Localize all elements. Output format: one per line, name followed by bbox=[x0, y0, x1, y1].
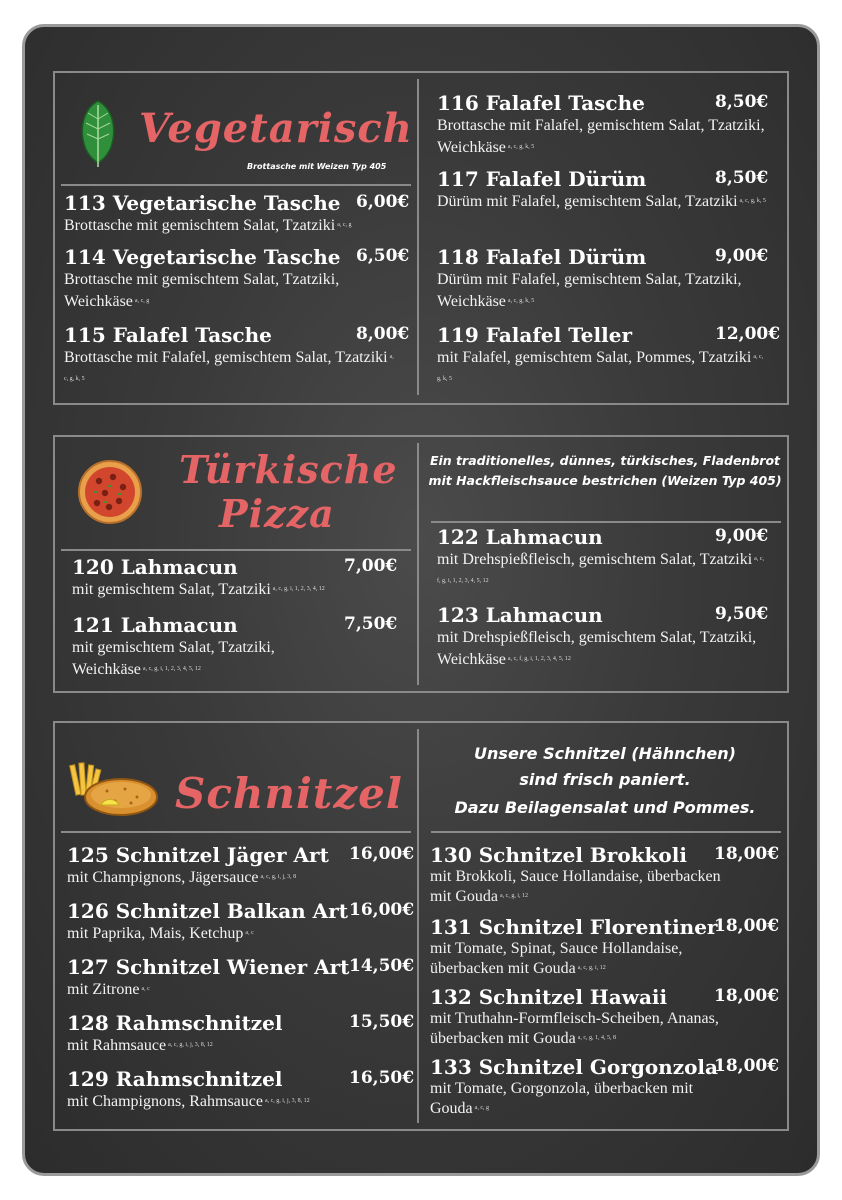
menu-item-title: 133 Schnitzel Gorgonzola bbox=[430, 1055, 718, 1079]
menu-item-description-text: mit Brokkoli, Sauce Hollandaise, überbacken mit Gouda bbox=[430, 868, 721, 905]
menu-item-allergens: a, c, f, g, i, 1, 2, 3, 4, 5, 12 bbox=[437, 556, 764, 584]
menu-item-description-text: mit Champignons, Jägersauce bbox=[67, 869, 259, 886]
menu-item bbox=[437, 245, 782, 313]
menu-item-description bbox=[430, 867, 730, 907]
menu-item-allergens: a, c, g, i, 1, 2, 3, 4, 5, 12 bbox=[142, 666, 201, 672]
menu-item-price: 9,50€ bbox=[715, 604, 769, 624]
schnitzel-note-line2: sind frisch paniert. bbox=[519, 770, 691, 789]
menu-item-allergens: a, c, g, k, 5 bbox=[437, 354, 764, 382]
menu-item bbox=[437, 91, 782, 159]
menu-item-title: 123 Lahmacun bbox=[437, 603, 603, 627]
menu-item-description bbox=[64, 269, 399, 313]
vegetarisch-heading-rule bbox=[61, 184, 411, 186]
menu-item-title: 132 Schnitzel Hawaii bbox=[430, 985, 668, 1009]
menu-item bbox=[64, 323, 414, 391]
menu-item-description bbox=[430, 939, 730, 979]
menu-item-description bbox=[72, 637, 352, 681]
menu-item-allergens: a, c, g, k, 5 bbox=[507, 298, 535, 304]
menu-item-price: 16,00€ bbox=[349, 844, 415, 864]
schnitzel-note-rule bbox=[431, 831, 781, 833]
schnitzel-heading-rule bbox=[61, 831, 411, 833]
schnitzel-note-line3: Dazu Beilagensalat und Pommes. bbox=[454, 798, 756, 817]
menu-item-description bbox=[437, 347, 767, 391]
menu-item-title: 117 Falafel Dürüm bbox=[437, 167, 647, 191]
menu-item-title: 129 Rahmschnitzel bbox=[67, 1067, 283, 1091]
pizza-divider bbox=[417, 443, 419, 685]
menu-item-price: 15,50€ bbox=[349, 1012, 415, 1032]
vegetarisch-heading: Vegetarisch bbox=[139, 105, 413, 152]
menu-item-price: 8,50€ bbox=[715, 92, 769, 112]
menu-item bbox=[430, 915, 780, 979]
menu-item-price: 14,50€ bbox=[349, 956, 415, 976]
menu-item-title: 126 Schnitzel Balkan Art bbox=[67, 899, 348, 923]
menu-item bbox=[430, 985, 780, 1049]
menu-item-description bbox=[67, 867, 387, 889]
menu-item bbox=[430, 1055, 780, 1119]
menu-item bbox=[67, 1011, 417, 1057]
menu-item bbox=[430, 843, 780, 907]
menu-item-description-text: mit Champignons, Rahmsauce bbox=[67, 1093, 263, 1110]
menu-item-allergens: a, c bbox=[245, 930, 254, 936]
menu-item-title: 118 Falafel Dürüm bbox=[437, 245, 647, 269]
pizza-heading-line1: Türkische bbox=[179, 447, 398, 492]
menu-item bbox=[64, 245, 414, 313]
menu-item-allergens: a, c, g, i, j, 3, 8, 12 bbox=[168, 1042, 213, 1048]
menu-item-allergens: a, c, g, 1, 4, 5, 8 bbox=[577, 1035, 617, 1041]
vegetarisch-subnote: Brottasche mit Weizen Typ 405 bbox=[247, 162, 387, 171]
pizza-note: Ein traditionelles, dünnes, türkisches, Fladenbrot mit Hackfleischsauce bestrichen (Weizen Typ 405) bbox=[428, 453, 782, 488]
menu-item-description-text: Dürüm mit Falafel, gemischtem Salat, Tzatziki bbox=[437, 193, 738, 210]
menu-item-price: 12,00€ bbox=[715, 324, 781, 344]
schnitzel-fries-icon bbox=[67, 761, 159, 819]
menu-item-allergens: a, c, f, g, i, 1, 2, 3, 4, 5, 12 bbox=[507, 656, 571, 662]
menu-item-description bbox=[437, 191, 767, 213]
menu-item-description bbox=[64, 347, 399, 391]
menu-item-title: 114 Vegetarische Tasche bbox=[64, 245, 341, 269]
menu-item bbox=[437, 167, 782, 213]
menu-item-title: 119 Falafel Teller bbox=[437, 323, 632, 347]
menu-item-price: 7,50€ bbox=[344, 614, 398, 634]
menu-item-description-text: Dürüm mit Falafel, gemischtem Salat, Tzatziki, Weichkäse bbox=[437, 271, 742, 310]
menu-item-description bbox=[430, 1009, 730, 1049]
menu-item-description bbox=[67, 923, 387, 945]
pizza-icon bbox=[77, 459, 143, 525]
menu-item-description bbox=[437, 269, 767, 313]
menu-item-allergens: a, c, g bbox=[474, 1105, 489, 1111]
menu-item-title: 116 Falafel Tasche bbox=[437, 91, 645, 115]
menu-item bbox=[72, 555, 402, 601]
menu-item-description-text: Brottasche mit Falafel, gemischtem Salat, Tzatziki bbox=[64, 349, 388, 366]
vegetarisch-divider bbox=[417, 79, 419, 395]
menu-item-description bbox=[64, 215, 399, 237]
menu-item-allergens: a, c bbox=[141, 986, 150, 992]
menu-item-price: 18,00€ bbox=[714, 1056, 780, 1076]
spinach-leaf-icon bbox=[77, 99, 119, 169]
pizza-heading-rule bbox=[61, 549, 411, 551]
menu-item-title: 125 Schnitzel Jäger Art bbox=[67, 843, 329, 867]
menu-frame bbox=[22, 24, 820, 1176]
menu-item-allergens: a, c, g, k, 5 bbox=[739, 198, 766, 204]
menu-item-price: 8,00€ bbox=[356, 324, 410, 344]
menu-item bbox=[437, 603, 782, 671]
menu-item-title: 131 Schnitzel Florentiner bbox=[430, 915, 718, 939]
menu-item-description-text: mit Tomate, Spinat, Sauce Hollandaise, überbacken mit Gouda bbox=[430, 940, 683, 977]
menu-item-allergens: a, c, g, i, 12 bbox=[577, 965, 606, 971]
schnitzel-note-line1: Unsere Schnitzel (Hähnchen) bbox=[474, 744, 736, 763]
menu-item bbox=[67, 843, 417, 889]
menu-item-allergens: a, c, g bbox=[134, 298, 150, 304]
menu-item-description-text: mit Zitrone bbox=[67, 981, 140, 998]
menu-item-allergens: a, c, g, k, 5 bbox=[64, 354, 394, 382]
menu-item bbox=[64, 191, 414, 237]
menu-item-title: 115 Falafel Tasche bbox=[64, 323, 272, 347]
menu-item bbox=[67, 1067, 417, 1113]
menu-item-price: 7,00€ bbox=[344, 556, 398, 576]
menu-item bbox=[67, 955, 417, 1001]
menu-item-allergens: a, c, g, i, j, 3, 8 bbox=[260, 874, 297, 880]
menu-item-price: 6,00€ bbox=[356, 192, 410, 212]
menu-item bbox=[72, 613, 402, 681]
menu-item-description-text: mit Drehspießfleisch, gemischtem Salat, Tzatziki bbox=[437, 551, 753, 568]
menu-item-description bbox=[67, 1091, 387, 1113]
menu-item-description-text: mit Paprika, Mais, Ketchup bbox=[67, 925, 244, 942]
menu-item-description-text: mit Drehspießfleisch, gemischtem Salat, Tzatziki, Weichkäse bbox=[437, 629, 757, 668]
menu-item-allergens: a, c, g, i, 12 bbox=[500, 893, 528, 899]
menu-item-price: 6,50€ bbox=[356, 246, 410, 266]
menu-item-title: 121 Lahmacun bbox=[72, 613, 238, 637]
menu-item-allergens: a, c, g, k, 5 bbox=[507, 144, 535, 150]
menu-item-price: 16,50€ bbox=[349, 1068, 415, 1088]
menu-item-title: 120 Lahmacun bbox=[72, 555, 238, 579]
menu-item-description bbox=[437, 115, 767, 159]
menu-item-price: 8,50€ bbox=[715, 168, 769, 188]
menu-item-price: 18,00€ bbox=[714, 844, 780, 864]
menu-item-description bbox=[67, 1035, 387, 1057]
menu-item-description bbox=[430, 1079, 730, 1119]
schnitzel-divider bbox=[417, 729, 419, 1123]
menu-item bbox=[437, 323, 782, 391]
pizza-note-rule bbox=[431, 521, 781, 523]
menu-item-title: 130 Schnitzel Brokkoli bbox=[430, 843, 687, 867]
menu-item-description bbox=[72, 579, 352, 601]
menu-item bbox=[67, 899, 417, 945]
menu-item-allergens: a, c, g, i, 1, 2, 3, 4, 12 bbox=[272, 586, 325, 592]
menu-item-price: 9,00€ bbox=[715, 246, 769, 266]
menu-item-description-text: mit Tomate, Gorgonzola, überbacken mit Gouda bbox=[430, 1080, 694, 1117]
menu-item-price: 18,00€ bbox=[714, 916, 780, 936]
menu-item-description-text: mit Rahmsauce bbox=[67, 1037, 167, 1054]
schnitzel-heading: Schnitzel bbox=[175, 769, 403, 818]
menu-item-description bbox=[437, 627, 767, 671]
menu-item-title: 128 Rahmschnitzel bbox=[67, 1011, 283, 1035]
menu-item-description-text: mit Falafel, gemischtem Salat, Pommes, Tzatziki bbox=[437, 349, 752, 366]
menu-item-title: 122 Lahmacun bbox=[437, 525, 603, 549]
menu-item-description-text: Brottasche mit gemischtem Salat, Tzatziki bbox=[64, 217, 336, 234]
menu-item-description-text: mit gemischtem Salat, Tzatziki bbox=[72, 581, 271, 598]
menu-item-description-text: Brottasche mit Falafel, gemischtem Salat, Tzatziki, Weichkäse bbox=[437, 117, 765, 156]
menu-item-description-text: mit Truthahn-Formfleisch-Scheiben, Ananas, überbacken mit Gouda bbox=[430, 1010, 719, 1047]
menu-item-price: 16,00€ bbox=[349, 900, 415, 920]
pizza-heading-line2: Pizza bbox=[219, 491, 335, 536]
menu-item-description-text: Brottasche mit gemischtem Salat, Tzatziki, Weichkäse bbox=[64, 271, 340, 310]
menu-item-price: 9,00€ bbox=[715, 526, 769, 546]
menu-item-description bbox=[67, 979, 387, 1001]
menu-item-price: 18,00€ bbox=[714, 986, 780, 1006]
menu-item-description-text: mit gemischtem Salat, Tzatziki, Weichkäse bbox=[72, 639, 275, 678]
menu-item-description bbox=[437, 549, 767, 593]
menu-item bbox=[437, 525, 782, 593]
menu-item-title: 113 Vegetarische Tasche bbox=[64, 191, 341, 215]
menu-item-allergens: a, c, g, i, j, 3, 8, 12 bbox=[264, 1098, 310, 1104]
menu-item-title: 127 Schnitzel Wiener Art bbox=[67, 955, 350, 979]
menu-item-allergens: a, c, g bbox=[337, 222, 352, 228]
